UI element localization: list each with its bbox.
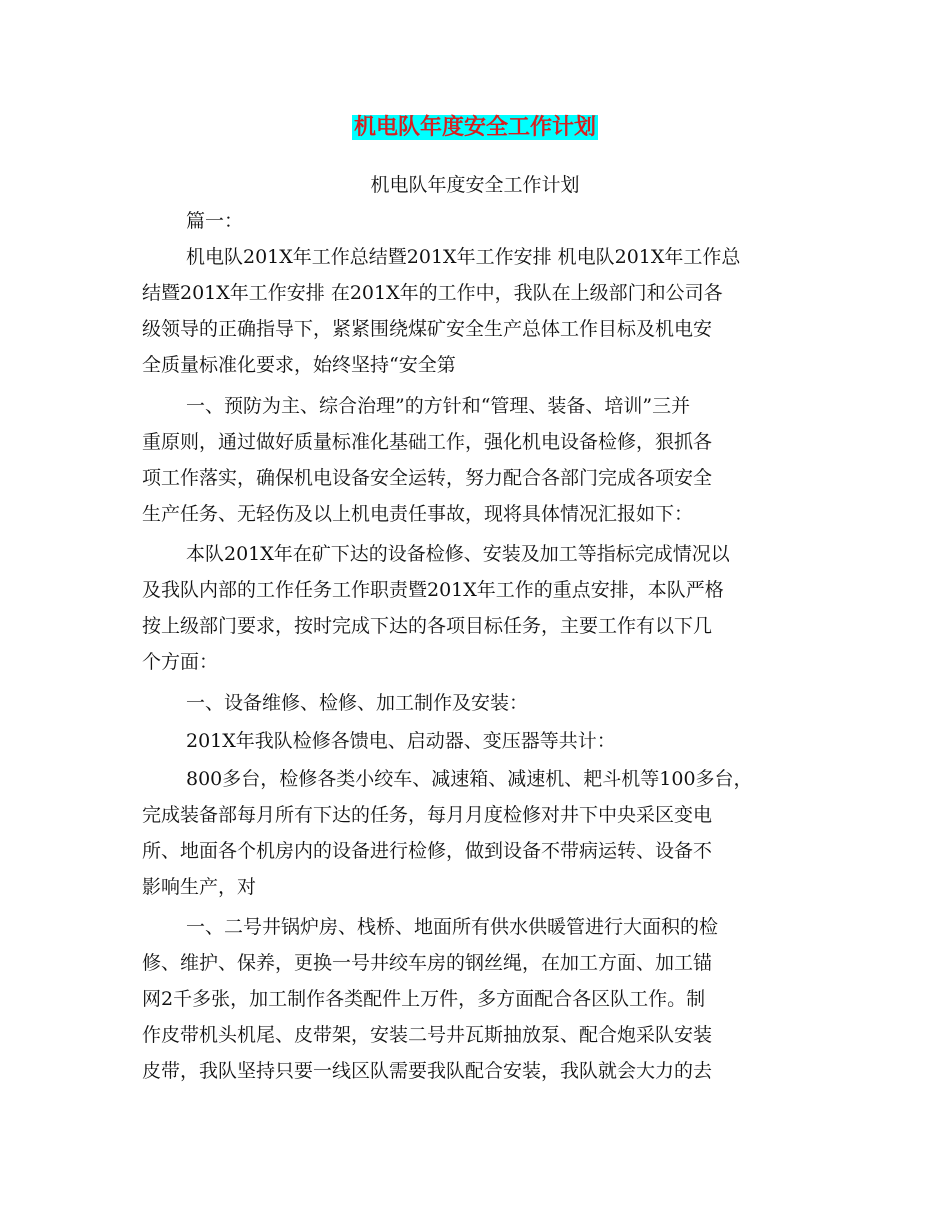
- text-line: 网2千多张，加工制作各类配件上万件，多方面配合各区队工作。制: [142, 988, 706, 1010]
- text-line: 按上级部门要求，按时完成下达的各项目标任务，主要工作有以下几: [142, 615, 713, 637]
- text-line: 完成装备部每月所有下达的任务，每月月度检修对井下中央采区变电: [142, 804, 713, 826]
- document-subtitle: 机电队年度安全工作计划: [370, 174, 580, 196]
- text-line: 800多台，检修各类小绞车、减速箱、减速机、耙斗机等100多台，: [186, 768, 753, 790]
- text-line: 结暨201X年工作安排 在201X年的工作中，我队在上级部门和公司各: [142, 282, 723, 304]
- text-line: 影响生产，对: [142, 876, 257, 898]
- text-line: 全质量标准化要求，始终坚持“安全第: [142, 354, 456, 376]
- text-line: 机电队201X年工作总结暨201X年工作安排 机电队201X年工作总: [186, 246, 741, 268]
- text-line: 201X年我队检修各馈电、启动器、变压器等共计：: [186, 730, 616, 752]
- text-line: 修、维护、保养，更换一号井绞车房的钢丝绳，在加工方面、加工锚: [142, 952, 713, 974]
- text-line: 作皮带机头机尾、皮带架，安装二号井瓦斯抽放泵、配合炮采队安装: [142, 1024, 713, 1046]
- text-line: 及我队内部的工作任务工作职责暨201X年工作的重点安排，本队严格: [142, 579, 724, 601]
- text-line: 个方面：: [142, 651, 219, 673]
- document-title: [0, 112, 950, 144]
- text-line: 生产任务、无轻伤及以上机电责任事故，现将具体情况汇报如下：: [142, 503, 694, 525]
- text-line: 重原则，通过做好质量标准化基础工作，强化机电设备检修，狠抓各: [142, 431, 713, 453]
- text-line: 篇一：: [186, 210, 244, 232]
- text-line: 项工作落实，确保机电设备安全运转，努力配合各部门完成各项安全: [142, 467, 713, 489]
- text-line: 皮带，我队坚持只要一线区队需要我队配合安装，我队就会大力的去: [142, 1060, 713, 1082]
- text-line: 一、预防为主、综合治理”的方针和“管理、装备、培训”三并: [186, 395, 691, 417]
- text-line: 本队201X年在矿下达的设备检修、安装及加工等指标完成情况以: [186, 543, 730, 565]
- document-title-highlight: 机电队年度安全工作计划: [353, 115, 596, 140]
- text-line: 一、二号井锅炉房、栈桥、地面所有供水供暖管进行大面积的检: [186, 916, 719, 938]
- text-line: 一、设备维修、检修、加工制作及安装：: [186, 692, 529, 714]
- text-line: 级领导的正确指导下，紧紧围绕煤矿安全生产总体工作目标及机电安: [142, 318, 713, 340]
- text-line: 所、地面各个机房内的设备进行检修，做到设备不带病运转、设备不: [142, 840, 713, 862]
